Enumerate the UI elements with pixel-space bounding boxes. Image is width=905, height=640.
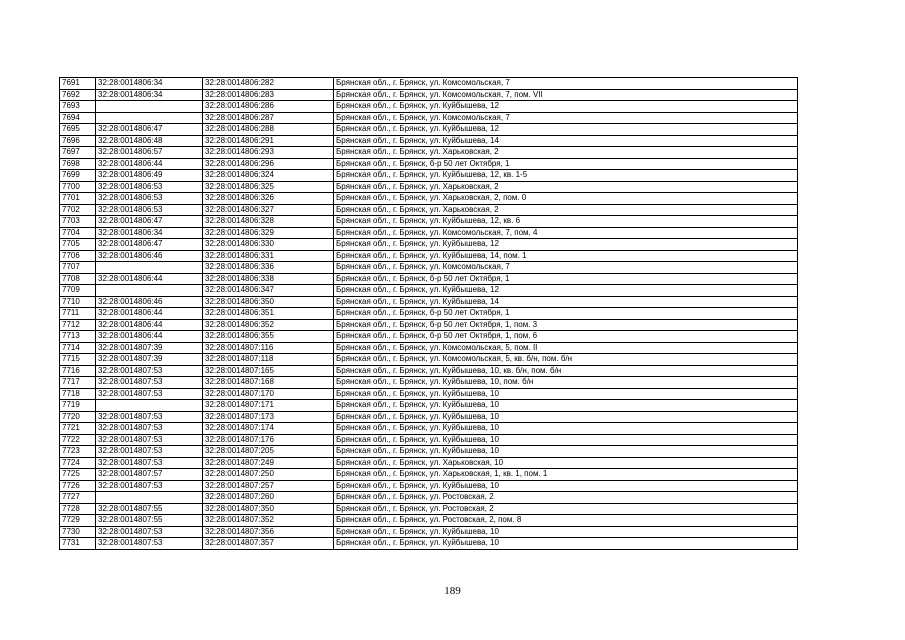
page-number: 189 bbox=[444, 585, 461, 597]
row-number-cell: 7720 bbox=[60, 411, 96, 423]
row-number-cell: 7721 bbox=[60, 423, 96, 435]
table-row bbox=[60, 216, 798, 228]
row-number-cell: 7728 bbox=[60, 503, 96, 515]
address-cell: Брянская обл., г. Брянск, ул. Куйбышева, 10 bbox=[334, 423, 798, 435]
table-row bbox=[60, 480, 798, 492]
row-number-cell: 7711 bbox=[60, 308, 96, 320]
land-plot-cadastral-number-cell bbox=[96, 400, 203, 412]
table-row bbox=[60, 319, 798, 331]
row-number-cell: 7699 bbox=[60, 170, 96, 182]
object-cadastral-number-cell: 32:28:0014807:356 bbox=[203, 526, 334, 538]
land-plot-cadastral-number-cell bbox=[96, 101, 203, 113]
land-plot-cadastral-number-cell: 32:28:0014806:44 bbox=[96, 158, 203, 170]
object-cadastral-number-cell: 32:28:0014807:165 bbox=[203, 365, 334, 377]
object-cadastral-number-cell: 32:28:0014807:352 bbox=[203, 515, 334, 527]
land-plot-cadastral-number-cell: 32:28:0014806:47 bbox=[96, 239, 203, 251]
cadastral-register-table bbox=[59, 77, 798, 550]
land-plot-cadastral-number-cell: 32:28:0014807:53 bbox=[96, 480, 203, 492]
address-cell: Брянская обл., г. Брянск, ул. Куйбышева, 10, пом. б/н bbox=[334, 377, 798, 389]
address-cell: Брянская обл., г. Брянск, ул. Харьковская, 2 bbox=[334, 204, 798, 216]
object-cadastral-number-cell: 32:28:0014806:283 bbox=[203, 89, 334, 101]
table-row bbox=[60, 112, 798, 124]
object-cadastral-number-cell: 32:28:0014806:293 bbox=[203, 147, 334, 159]
table-row bbox=[60, 388, 798, 400]
address-cell: Брянская обл., г. Брянск, ул. Куйбышева, 10 bbox=[334, 400, 798, 412]
row-number-cell: 7700 bbox=[60, 181, 96, 193]
address-cell: Брянская обл., г. Брянск, ул. Куйбышева, 12 bbox=[334, 124, 798, 136]
land-plot-cadastral-number-cell bbox=[96, 492, 203, 504]
land-plot-cadastral-number-cell: 32:28:0014806:34 bbox=[96, 89, 203, 101]
table-row bbox=[60, 273, 798, 285]
table-row bbox=[60, 434, 798, 446]
table-row bbox=[60, 250, 798, 262]
object-cadastral-number-cell: 32:28:0014806:350 bbox=[203, 296, 334, 308]
land-plot-cadastral-number-cell: 32:28:0014806:44 bbox=[96, 273, 203, 285]
table-row bbox=[60, 239, 798, 251]
land-plot-cadastral-number-cell: 32:28:0014806:49 bbox=[96, 170, 203, 182]
object-cadastral-number-cell: 32:28:0014807:174 bbox=[203, 423, 334, 435]
land-plot-cadastral-number-cell: 32:28:0014806:47 bbox=[96, 216, 203, 228]
object-cadastral-number-cell: 32:28:0014807:171 bbox=[203, 400, 334, 412]
table-row bbox=[60, 469, 798, 481]
land-plot-cadastral-number-cell: 32:28:0014806:44 bbox=[96, 331, 203, 343]
object-cadastral-number-cell: 32:28:0014806:325 bbox=[203, 181, 334, 193]
address-cell: Брянская обл., г. Брянск, ул. Куйбышева, 10 bbox=[334, 526, 798, 538]
table-row bbox=[60, 296, 798, 308]
address-cell: Брянская обл., г. Брянск, б-р 50 лет Октября, 1, пом. 3 bbox=[334, 319, 798, 331]
address-cell: Брянская обл., г. Брянск, ул. Комсомольская, 7 bbox=[334, 112, 798, 124]
land-plot-cadastral-number-cell: 32:28:0014807:39 bbox=[96, 342, 203, 354]
address-cell: Брянская обл., г. Брянск, ул. Комсомольская, 5, кв. б/н, пом. б/н bbox=[334, 354, 798, 366]
row-number-cell: 7691 bbox=[60, 78, 96, 90]
address-cell: Брянская обл., г. Брянск, ул. Куйбышева, 12 bbox=[334, 239, 798, 251]
address-cell: Брянская обл., г. Брянск, ул. Комсомольская, 5, пом. II bbox=[334, 342, 798, 354]
land-plot-cadastral-number-cell bbox=[96, 262, 203, 274]
table-row bbox=[60, 285, 798, 297]
table-row bbox=[60, 101, 798, 113]
table-row bbox=[60, 158, 798, 170]
object-cadastral-number-cell: 32:28:0014807:170 bbox=[203, 388, 334, 400]
table-row bbox=[60, 457, 798, 469]
address-cell: Брянская обл., г. Брянск, ул. Куйбышева, 10 bbox=[334, 480, 798, 492]
address-cell: Брянская обл., г. Брянск, ул. Комсомольская, 7, пом. VII bbox=[334, 89, 798, 101]
row-number-cell: 7708 bbox=[60, 273, 96, 285]
table-row bbox=[60, 400, 798, 412]
land-plot-cadastral-number-cell: 32:28:0014807:53 bbox=[96, 538, 203, 550]
land-plot-cadastral-number-cell: 32:28:0014806:53 bbox=[96, 204, 203, 216]
address-cell: Брянская обл., г. Брянск, ул. Ростовская, 2, пом. 8 bbox=[334, 515, 798, 527]
row-number-cell: 7714 bbox=[60, 342, 96, 354]
address-cell: Брянская обл., г. Брянск, ул. Куйбышева, 14 bbox=[334, 296, 798, 308]
land-plot-cadastral-number-cell: 32:28:0014807:53 bbox=[96, 526, 203, 538]
object-cadastral-number-cell: 32:28:0014807:257 bbox=[203, 480, 334, 492]
row-number-cell: 7724 bbox=[60, 457, 96, 469]
table-row bbox=[60, 331, 798, 343]
address-cell: Брянская обл., г. Брянск, ул. Куйбышева, 12, кв. 1-5 bbox=[334, 170, 798, 182]
land-plot-cadastral-number-cell: 32:28:0014806:46 bbox=[96, 250, 203, 262]
table-row bbox=[60, 135, 798, 147]
address-cell: Брянская обл., г. Брянск, ул. Куйбышева, 10 bbox=[334, 538, 798, 550]
land-plot-cadastral-number-cell: 32:28:0014806:47 bbox=[96, 124, 203, 136]
land-plot-cadastral-number-cell: 32:28:0014806:44 bbox=[96, 308, 203, 320]
row-number-cell: 7719 bbox=[60, 400, 96, 412]
object-cadastral-number-cell: 32:28:0014806:331 bbox=[203, 250, 334, 262]
address-cell: Брянская обл., г. Брянск, ул. Куйбышева, 14 bbox=[334, 135, 798, 147]
table-row bbox=[60, 78, 798, 90]
table-row bbox=[60, 308, 798, 320]
object-cadastral-number-cell: 32:28:0014806:336 bbox=[203, 262, 334, 274]
row-number-cell: 7704 bbox=[60, 227, 96, 239]
land-plot-cadastral-number-cell: 32:28:0014807:55 bbox=[96, 503, 203, 515]
table-row bbox=[60, 181, 798, 193]
object-cadastral-number-cell: 32:28:0014806:296 bbox=[203, 158, 334, 170]
land-plot-cadastral-number-cell: 32:28:0014807:55 bbox=[96, 515, 203, 527]
object-cadastral-number-cell: 32:28:0014807:173 bbox=[203, 411, 334, 423]
address-cell: Брянская обл., г. Брянск, ул. Харьковская, 10 bbox=[334, 457, 798, 469]
table-row bbox=[60, 124, 798, 136]
land-plot-cadastral-number-cell: 32:28:0014806:34 bbox=[96, 78, 203, 90]
row-number-cell: 7723 bbox=[60, 446, 96, 458]
land-plot-cadastral-number-cell: 32:28:0014807:53 bbox=[96, 446, 203, 458]
table-row bbox=[60, 354, 798, 366]
table-row bbox=[60, 342, 798, 354]
address-cell: Брянская обл., г. Брянск, ул. Куйбышева, 14, пом. 1 bbox=[334, 250, 798, 262]
object-cadastral-number-cell: 32:28:0014807:116 bbox=[203, 342, 334, 354]
object-cadastral-number-cell: 32:28:0014806:347 bbox=[203, 285, 334, 297]
land-plot-cadastral-number-cell: 32:28:0014807:53 bbox=[96, 388, 203, 400]
table-row bbox=[60, 503, 798, 515]
table-row bbox=[60, 365, 798, 377]
object-cadastral-number-cell: 32:28:0014806:326 bbox=[203, 193, 334, 205]
land-plot-cadastral-number-cell: 32:28:0014807:53 bbox=[96, 457, 203, 469]
land-plot-cadastral-number-cell bbox=[96, 112, 203, 124]
row-number-cell: 7716 bbox=[60, 365, 96, 377]
address-cell: Брянская обл., г. Брянск, ул. Куйбышева, 10, кв. б/н, пом. б/н bbox=[334, 365, 798, 377]
object-cadastral-number-cell: 32:28:0014807:118 bbox=[203, 354, 334, 366]
row-number-cell: 7709 bbox=[60, 285, 96, 297]
object-cadastral-number-cell: 32:28:0014806:291 bbox=[203, 135, 334, 147]
row-number-cell: 7722 bbox=[60, 434, 96, 446]
object-cadastral-number-cell: 32:28:0014806:329 bbox=[203, 227, 334, 239]
row-number-cell: 7725 bbox=[60, 469, 96, 481]
land-plot-cadastral-number-cell: 32:28:0014807:53 bbox=[96, 365, 203, 377]
row-number-cell: 7717 bbox=[60, 377, 96, 389]
address-cell: Брянская обл., г. Брянск, ул. Харьковская, 2 bbox=[334, 147, 798, 159]
row-number-cell: 7718 bbox=[60, 388, 96, 400]
land-plot-cadastral-number-cell: 32:28:0014806:44 bbox=[96, 319, 203, 331]
address-cell: Брянская обл., г. Брянск, ул. Комсомольская, 7, пом. 4 bbox=[334, 227, 798, 239]
table-row bbox=[60, 446, 798, 458]
object-cadastral-number-cell: 32:28:0014806:324 bbox=[203, 170, 334, 182]
address-cell: Брянская обл., г. Брянск, ул. Харьковская, 2 bbox=[334, 181, 798, 193]
land-plot-cadastral-number-cell: 32:28:0014806:53 bbox=[96, 181, 203, 193]
land-plot-cadastral-number-cell: 32:28:0014807:57 bbox=[96, 469, 203, 481]
row-number-cell: 7695 bbox=[60, 124, 96, 136]
land-plot-cadastral-number-cell: 32:28:0014806:53 bbox=[96, 193, 203, 205]
table-row bbox=[60, 204, 798, 216]
table-row bbox=[60, 147, 798, 159]
land-plot-cadastral-number-cell bbox=[96, 285, 203, 297]
row-number-cell: 7698 bbox=[60, 158, 96, 170]
table-row bbox=[60, 411, 798, 423]
table-row bbox=[60, 515, 798, 527]
row-number-cell: 7702 bbox=[60, 204, 96, 216]
object-cadastral-number-cell: 32:28:0014806:338 bbox=[203, 273, 334, 285]
object-cadastral-number-cell: 32:28:0014807:357 bbox=[203, 538, 334, 550]
table-row bbox=[60, 193, 798, 205]
table-row bbox=[60, 170, 798, 182]
address-cell: Брянская обл., г. Брянск, ул. Куйбышева, 10 bbox=[334, 434, 798, 446]
row-number-cell: 7713 bbox=[60, 331, 96, 343]
address-cell: Брянская обл., г. Брянск, б-р 50 лет Октября, 1, пом. 6 bbox=[334, 331, 798, 343]
object-cadastral-number-cell: 32:28:0014806:282 bbox=[203, 78, 334, 90]
row-number-cell: 7729 bbox=[60, 515, 96, 527]
object-cadastral-number-cell: 32:28:0014806:328 bbox=[203, 216, 334, 228]
object-cadastral-number-cell: 32:28:0014806:355 bbox=[203, 331, 334, 343]
address-cell: Брянская обл., г. Брянск, б-р 50 лет Октября, 1 bbox=[334, 273, 798, 285]
table-row bbox=[60, 423, 798, 435]
object-cadastral-number-cell: 32:28:0014806:330 bbox=[203, 239, 334, 251]
address-cell: Брянская обл., г. Брянск, ул. Комсомольская, 7 bbox=[334, 262, 798, 274]
row-number-cell: 7701 bbox=[60, 193, 96, 205]
address-cell: Брянская обл., г. Брянск, б-р 50 лет Октября, 1 bbox=[334, 308, 798, 320]
land-plot-cadastral-number-cell: 32:28:0014807:53 bbox=[96, 377, 203, 389]
row-number-cell: 7707 bbox=[60, 262, 96, 274]
land-plot-cadastral-number-cell: 32:28:0014806:57 bbox=[96, 147, 203, 159]
address-cell: Брянская обл., г. Брянск, ул. Харьковская, 1, кв. 1, пом. 1 bbox=[334, 469, 798, 481]
address-cell: Брянская обл., г. Брянск, ул. Ростовская, 2 bbox=[334, 503, 798, 515]
land-plot-cadastral-number-cell: 32:28:0014806:48 bbox=[96, 135, 203, 147]
land-plot-cadastral-number-cell: 32:28:0014806:34 bbox=[96, 227, 203, 239]
table-row bbox=[60, 492, 798, 504]
address-cell: Брянская обл., г. Брянск, ул. Куйбышева, 10 bbox=[334, 446, 798, 458]
object-cadastral-number-cell: 32:28:0014807:249 bbox=[203, 457, 334, 469]
object-cadastral-number-cell: 32:28:0014807:350 bbox=[203, 503, 334, 515]
address-cell: Брянская обл., г. Брянск, ул. Куйбышева, 12 bbox=[334, 101, 798, 113]
land-plot-cadastral-number-cell: 32:28:0014807:53 bbox=[96, 411, 203, 423]
row-number-cell: 7692 bbox=[60, 89, 96, 101]
object-cadastral-number-cell: 32:28:0014807:205 bbox=[203, 446, 334, 458]
table-row bbox=[60, 377, 798, 389]
address-cell: Брянская обл., г. Брянск, ул. Комсомольская, 7 bbox=[334, 78, 798, 90]
row-number-cell: 7715 bbox=[60, 354, 96, 366]
object-cadastral-number-cell: 32:28:0014806:286 bbox=[203, 101, 334, 113]
object-cadastral-number-cell: 32:28:0014806:288 bbox=[203, 124, 334, 136]
table-row bbox=[60, 526, 798, 538]
address-cell: Брянская обл., г. Брянск, ул. Куйбышева, 10 bbox=[334, 411, 798, 423]
row-number-cell: 7694 bbox=[60, 112, 96, 124]
table-row bbox=[60, 262, 798, 274]
object-cadastral-number-cell: 32:28:0014807:250 bbox=[203, 469, 334, 481]
address-cell: Брянская обл., г. Брянск, ул. Куйбышева, 12 bbox=[334, 285, 798, 297]
row-number-cell: 7703 bbox=[60, 216, 96, 228]
object-cadastral-number-cell: 32:28:0014806:327 bbox=[203, 204, 334, 216]
land-plot-cadastral-number-cell: 32:28:0014806:46 bbox=[96, 296, 203, 308]
object-cadastral-number-cell: 32:28:0014807:260 bbox=[203, 492, 334, 504]
table-body bbox=[60, 78, 798, 550]
object-cadastral-number-cell: 32:28:0014806:351 bbox=[203, 308, 334, 320]
address-cell: Брянская обл., г. Брянск, ул. Ростовская, 2 bbox=[334, 492, 798, 504]
row-number-cell: 7712 bbox=[60, 319, 96, 331]
row-number-cell: 7696 bbox=[60, 135, 96, 147]
row-number-cell: 7693 bbox=[60, 101, 96, 113]
table-row bbox=[60, 89, 798, 101]
row-number-cell: 7697 bbox=[60, 147, 96, 159]
table-row bbox=[60, 538, 798, 550]
address-cell: Брянская обл., г. Брянск, ул. Харьковская, 2, пом. 0 bbox=[334, 193, 798, 205]
object-cadastral-number-cell: 32:28:0014807:168 bbox=[203, 377, 334, 389]
row-number-cell: 7705 bbox=[60, 239, 96, 251]
land-plot-cadastral-number-cell: 32:28:0014807:53 bbox=[96, 423, 203, 435]
address-cell: Брянская обл., г. Брянск, ул. Куйбышева, 10 bbox=[334, 388, 798, 400]
table-row bbox=[60, 227, 798, 239]
object-cadastral-number-cell: 32:28:0014806:352 bbox=[203, 319, 334, 331]
row-number-cell: 7710 bbox=[60, 296, 96, 308]
row-number-cell: 7727 bbox=[60, 492, 96, 504]
address-cell: Брянская обл., г. Брянск, б-р 50 лет Октября, 1 bbox=[334, 158, 798, 170]
object-cadastral-number-cell: 32:28:0014807:176 bbox=[203, 434, 334, 446]
row-number-cell: 7731 bbox=[60, 538, 96, 550]
row-number-cell: 7726 bbox=[60, 480, 96, 492]
object-cadastral-number-cell: 32:28:0014806:287 bbox=[203, 112, 334, 124]
row-number-cell: 7706 bbox=[60, 250, 96, 262]
land-plot-cadastral-number-cell: 32:28:0014807:53 bbox=[96, 434, 203, 446]
row-number-cell: 7730 bbox=[60, 526, 96, 538]
address-cell: Брянская обл., г. Брянск, ул. Куйбышева, 12, кв. 6 bbox=[334, 216, 798, 228]
land-plot-cadastral-number-cell: 32:28:0014807:39 bbox=[96, 354, 203, 366]
